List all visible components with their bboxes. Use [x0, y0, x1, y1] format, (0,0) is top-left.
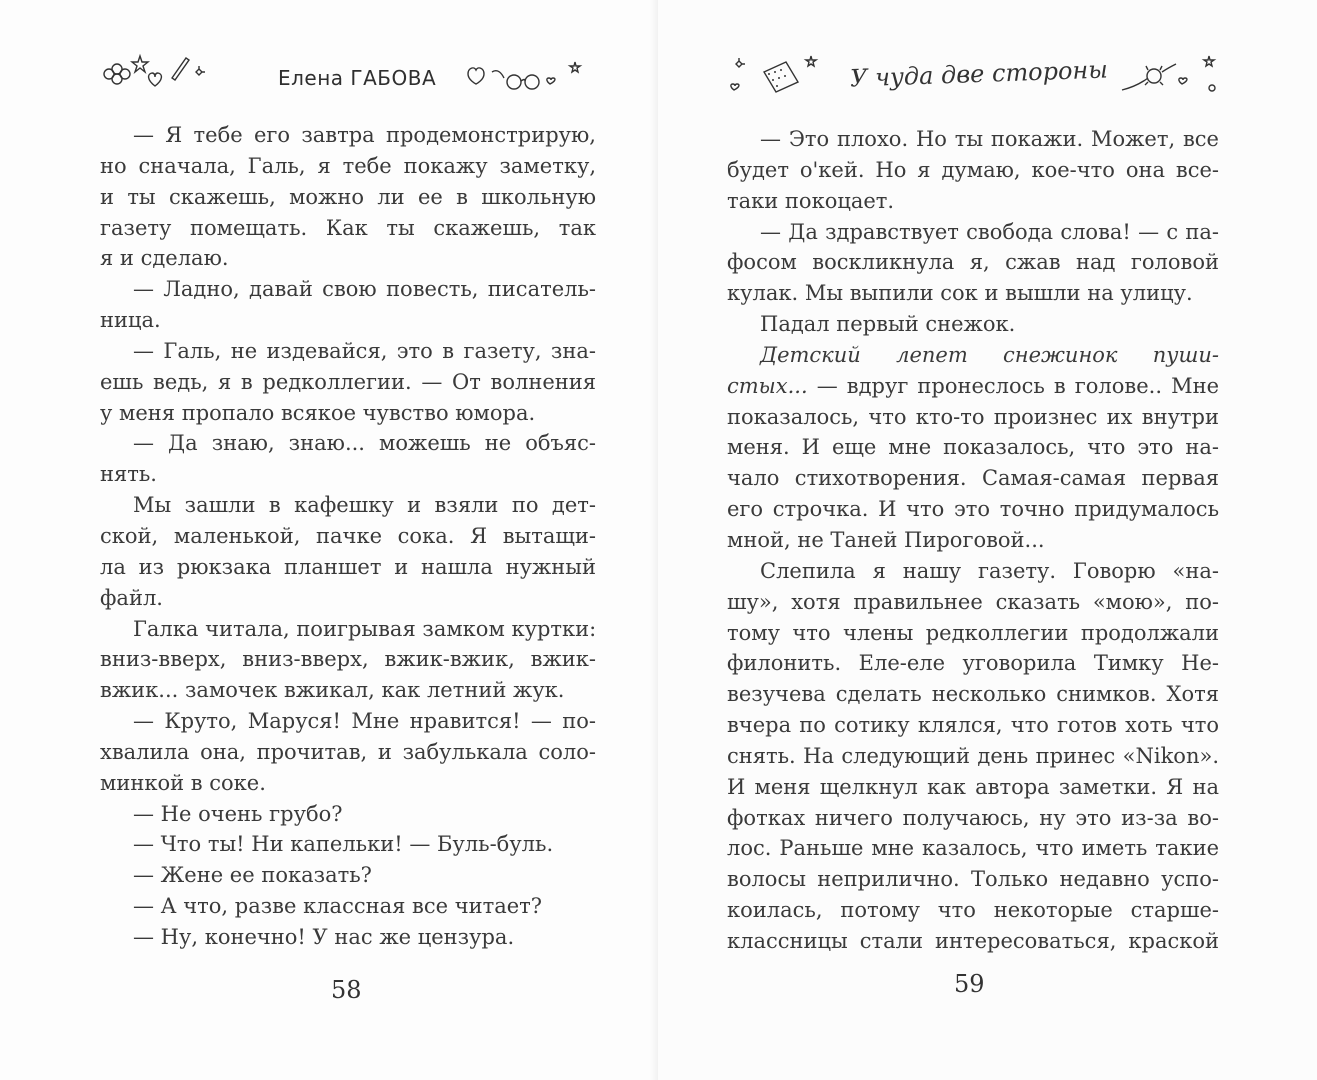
- text-line: ешь ведь, я в редколлегии. — От волнения: [100, 369, 596, 394]
- doodle-flowers-heart-icon: [100, 50, 210, 96]
- text-line: — Круто, Маруся! Мне нравится! — по-: [133, 709, 596, 734]
- text-line: Галка читала, поигрывая замком куртки:: [133, 616, 597, 641]
- text-line: — Я тебе его завтра продемонстрирую,: [133, 123, 596, 147]
- page-number: 58: [331, 976, 362, 1004]
- text-line: тому что члены редколлегии продолжали: [727, 620, 1219, 645]
- text-line: будет о'кей. Но я думаю, кое-что она все-: [727, 157, 1219, 182]
- text-line: классницы стали интересоваться, краской: [727, 928, 1219, 953]
- text-line: снять. На следующий день принес «Nikon».: [727, 743, 1219, 768]
- text-line: Мы зашли в кафешку и взяли по дет-: [133, 493, 596, 518]
- text-line: его строчка. И что это точно придумалось: [727, 497, 1219, 522]
- left-running-header: [100, 50, 596, 100]
- right-running-header: [730, 50, 1224, 100]
- text-line: и ты скажешь, можно ли ее в школьную: [100, 184, 596, 209]
- text-line: кулак. Мы выпили сок и вышли на улицу.: [727, 281, 1193, 306]
- text-line: — Не очень грубо?: [133, 801, 343, 826]
- text-line: таки покоцает.: [727, 188, 895, 213]
- page-number: 59: [954, 970, 985, 998]
- text-line: но сначала, Галь, я тебе покажу заметку,: [100, 153, 596, 178]
- text-line: фотках ничего получаюсь, ну это из-за во-: [727, 805, 1219, 830]
- text-line: — А что, разве классная все читает?: [133, 894, 543, 919]
- text-line: вчера по сотику клялся, что готов хоть что: [727, 713, 1219, 738]
- text-line: меня. И еще мне показалось, что это на-: [727, 435, 1219, 460]
- text-line: Падал первый снежок.: [760, 312, 1016, 337]
- text-line: И меня щелкнул как автора заметки. Я на: [727, 774, 1219, 799]
- text-line: нять.: [100, 462, 157, 487]
- text-line: Слепила я нашу газету. Говорю «на-: [760, 558, 1219, 583]
- text-line: я и сделаю.: [100, 246, 229, 271]
- text-line: лос. Раньше мне казалось, что иметь такие: [727, 836, 1219, 861]
- doodle-key-flower-icon: [1116, 50, 1228, 100]
- right-page: [658, 0, 1317, 1080]
- text-line: у меня пропало всякое чувство юмора.: [100, 400, 536, 425]
- text-line: фосом воскликнула я, сжав над головой: [727, 250, 1219, 275]
- text-line: — Что ты! Ни капельки! — Буль-буль.: [133, 832, 554, 857]
- text-line: газету помещать. Как ты скажешь, так: [100, 215, 596, 240]
- book-title: У чуда две стороны: [849, 55, 1109, 93]
- text-line: — Это плохо. Но ты покажи. Может, все: [760, 127, 1219, 151]
- text-line: — Да здравствует свобода слова! — с па-: [760, 219, 1219, 244]
- text-fragment: — вдруг пронеслось в голове.. Мне: [807, 373, 1219, 398]
- text-line: хвалила она, прочитав, и забулькала соло-: [100, 739, 596, 764]
- italic-poem-line: Детский лепет снежинок пуши-: [760, 342, 1219, 367]
- text-line: коилась, потому что некоторые старше-: [727, 898, 1219, 923]
- right-page-text: [727, 124, 1219, 957]
- text-line: [727, 340, 1219, 371]
- author-name: Елена ГАБОВА: [278, 66, 437, 90]
- text-line: филонить. Еле-еле уговорила Тимку Не-: [727, 651, 1219, 676]
- left-page: [0, 0, 658, 1080]
- text-line: везучева сделать несколько снимков. Хотя: [727, 682, 1219, 707]
- text-line: — Жене ее показать?: [133, 863, 372, 888]
- text-line: — Ладно, давай свою повесть, писатель-: [133, 277, 596, 302]
- text-line: чало стихотворения. Самая-самая первая: [727, 466, 1219, 491]
- text-line: — Ну, конечно! У нас же цензура.: [133, 924, 515, 949]
- text-line: шу», хотя правильнее сказать «мою», по-: [727, 589, 1219, 614]
- text-line: вжик... замочек вжикал, как летний жук.: [100, 678, 565, 703]
- text-line: минкой в соке.: [100, 770, 266, 795]
- text-line: ской, маленькой, пачке сока. Я вытащи-: [100, 523, 596, 548]
- left-page-text: [100, 120, 596, 953]
- text-line: файл.: [100, 585, 163, 610]
- text-line: волосы неприлично. Только недавно успо-: [727, 867, 1219, 892]
- text-line: ница.: [100, 308, 161, 333]
- doodle-notebook-star-icon: [730, 50, 842, 96]
- text-line: мной, не Таней Пироговой...: [727, 527, 1045, 552]
- italic-poem-fragment: стых...: [727, 373, 808, 398]
- text-line: вниз-вверх, вниз-вверх, вжик-вжик, вжик-: [100, 647, 596, 672]
- text-line: ла из рюкзака планшет и нашла нужный: [100, 554, 596, 579]
- text-line: [727, 371, 1219, 402]
- text-line: показалось, что кто-то произнес их внутри: [727, 404, 1219, 429]
- text-line: — Галь, не издевайся, это в газету, зна-: [133, 338, 596, 363]
- doodle-glasses-icon: [464, 52, 596, 98]
- text-line: — Да знаю, знаю... можешь не объяс-: [133, 431, 596, 456]
